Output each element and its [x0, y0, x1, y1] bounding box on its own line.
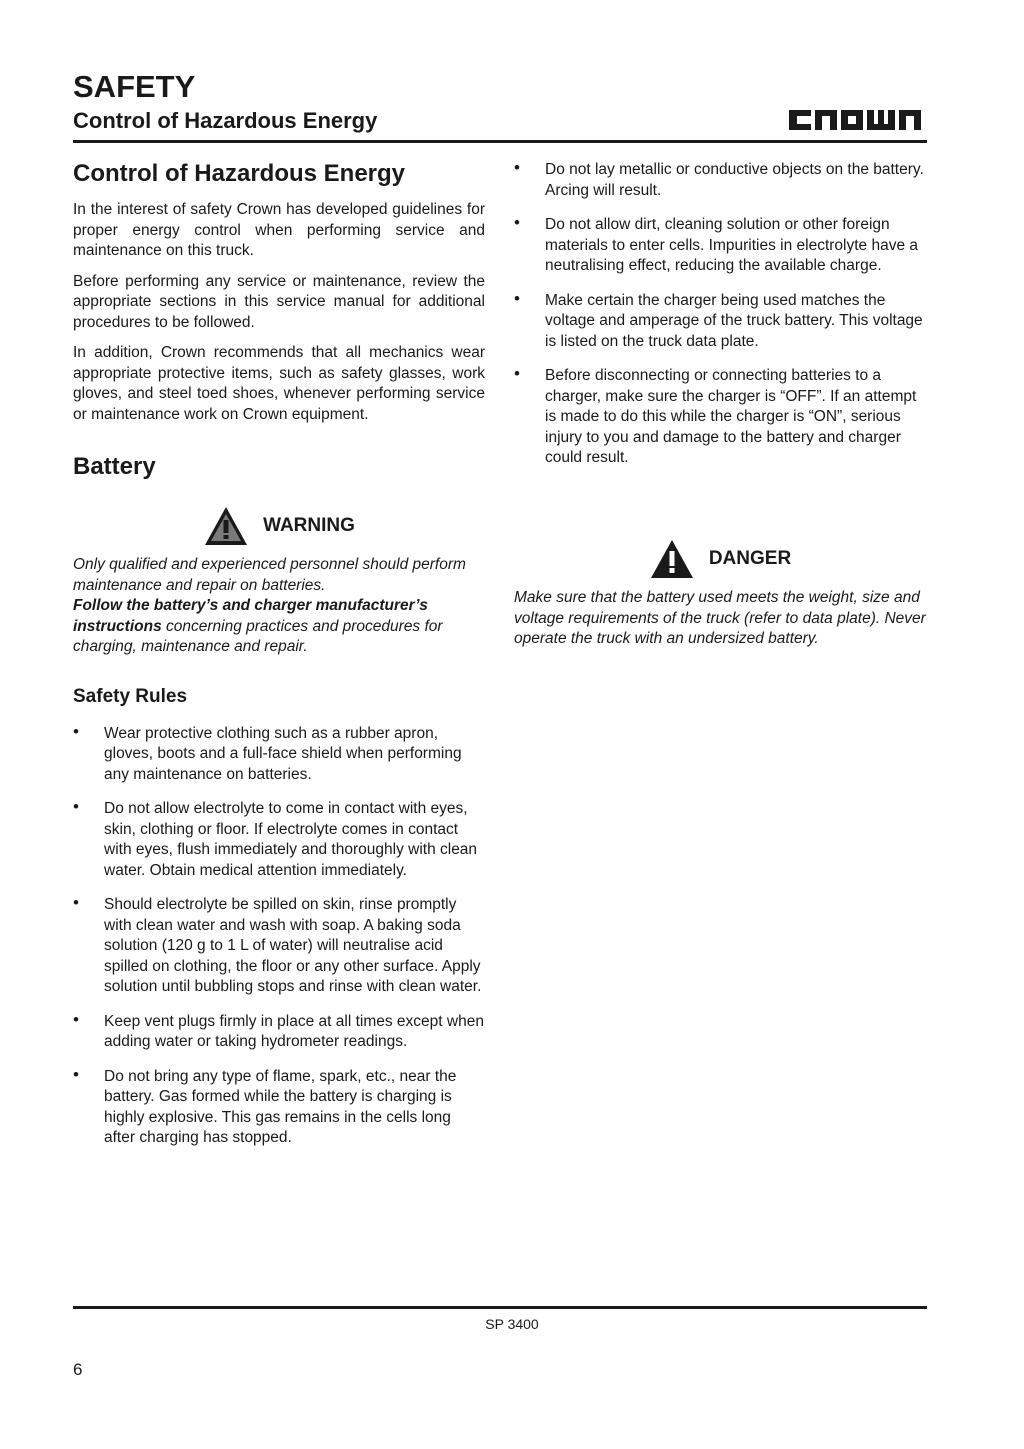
list-item	[514, 160, 926, 201]
warning-block	[73, 503, 485, 658]
warning-text-2: concerning practices and procedures for charging, maintenance and repair.	[73, 617, 443, 655]
list-item	[73, 799, 485, 881]
list-item	[73, 721, 485, 786]
safety-rules-title: Safety Rules	[73, 685, 188, 707]
battery-title: Battery	[73, 453, 156, 480]
warning-text-bold: Follow the battery’s and charger manufacturer’s instructions	[73, 597, 428, 635]
left-column	[73, 160, 485, 1163]
warning-header	[73, 503, 485, 549]
warning-text	[73, 555, 485, 658]
bullet-icon: •	[514, 364, 520, 383]
protective-items-paragraph: In addition, Crown recommends that all mechanics wear appropriate protective items, such as safety glasses, work gloves, and steel toed shoes, whenever performing service or maintenance work on Crown equipment.	[73, 344, 485, 423]
warning-text-1: Only qualified and experienced personnel should perform maintenance and repair on batteries.	[73, 556, 466, 594]
list-item-text: Do not lay metallic or conductive objects on the battery. Arcing will result.	[545, 161, 924, 199]
list-item	[514, 288, 926, 353]
list-item-text: Keep vent plugs firmly in place at all times except when adding water or taking hydrometer readings.	[104, 1012, 484, 1050]
footer-rule	[73, 1306, 927, 1309]
list-item-text: Before disconnecting or connecting batteries to a charger, make sure the charger is “OFF”. If an attempt is made to do this while the charger is “ON”, serious injury to you and damage to the battery and charger could result.	[545, 367, 917, 466]
safety-rules-list	[73, 721, 485, 1149]
list-item-text: Make certain the charger being used matches the voltage and amperage of the truck battery. This voltage is listed on the truck data plate.	[545, 291, 923, 350]
warning-label: WARNING	[263, 515, 355, 536]
list-item	[514, 366, 926, 469]
bullet-icon: •	[73, 893, 79, 912]
crown-logo	[787, 104, 927, 134]
bullet-icon: •	[514, 158, 520, 177]
list-item-text: Do not allow electrolyte to come in contact with eyes, skin, clothing or floor. If electrolyte comes in contact with eyes, flush immediately and thoroughly with clean water. Obtain medical attention immediately.	[104, 800, 478, 879]
list-item-text: Wear protective clothing such as a rubber apron, gloves, boots and a full-face shield when performing any maintenance on batteries.	[104, 724, 462, 783]
bullet-icon: •	[73, 721, 79, 741]
list-item	[514, 215, 926, 277]
danger-label: DANGER	[708, 548, 792, 569]
danger-text: Make sure that the battery used meets the weight, size and voltage requirements of the truck (refer to data plate). Never operate the truck with an undersized battery.	[514, 589, 926, 647]
list-item	[73, 895, 485, 998]
warning-triangle-icon	[203, 505, 249, 547]
danger-block	[514, 536, 926, 650]
intro-paragraph: In the interest of safety Crown has developed guidelines for proper energy control when performing service and maintenance on this truck.	[73, 201, 485, 259]
bullet-icon: •	[514, 288, 520, 308]
bullet-icon: •	[73, 797, 79, 816]
header-rule	[73, 140, 927, 143]
review-paragraph: Before performing any service or maintenance, review the appropriate sections in this service manual for additional procedures to be followed.	[73, 272, 485, 331]
page-header-title: SAFETY	[73, 69, 196, 104]
model-number: SP 3400	[485, 1316, 539, 1332]
bullet-icon: •	[73, 1064, 79, 1084]
page-header-subtitle: Control of Hazardous Energy	[73, 108, 378, 133]
battery-rules-list	[514, 160, 926, 469]
right-column	[514, 160, 926, 483]
list-item	[73, 1064, 485, 1149]
bullet-icon: •	[73, 1009, 79, 1029]
list-item	[73, 1009, 485, 1053]
section-title: Control of Hazardous Energy	[73, 160, 406, 187]
danger-triangle-icon	[649, 538, 695, 580]
list-item-text: Do not allow dirt, cleaning solution or other foreign materials to enter cells. Impurities in electrolyte have a neutralising effect, reducing the available charge.	[545, 216, 919, 274]
list-item-text: Do not bring any type of flame, spark, etc., near the battery. Gas formed while the battery is charging is highly explosive. This gas remains in the cells long after charging has stopped.	[104, 1067, 457, 1146]
danger-header	[514, 536, 926, 582]
page-number: 6	[73, 1360, 83, 1379]
bullet-icon: •	[514, 213, 520, 232]
list-item-text: Should electrolyte be spilled on skin, rinse promptly with clean water and wash with soap. A baking soda solution (120 g to 1 L of water) will neutralise acid spilled on clothing, the floor or any other surface. Apply solution until bubbling stops and rinse with clean water.	[104, 896, 482, 995]
